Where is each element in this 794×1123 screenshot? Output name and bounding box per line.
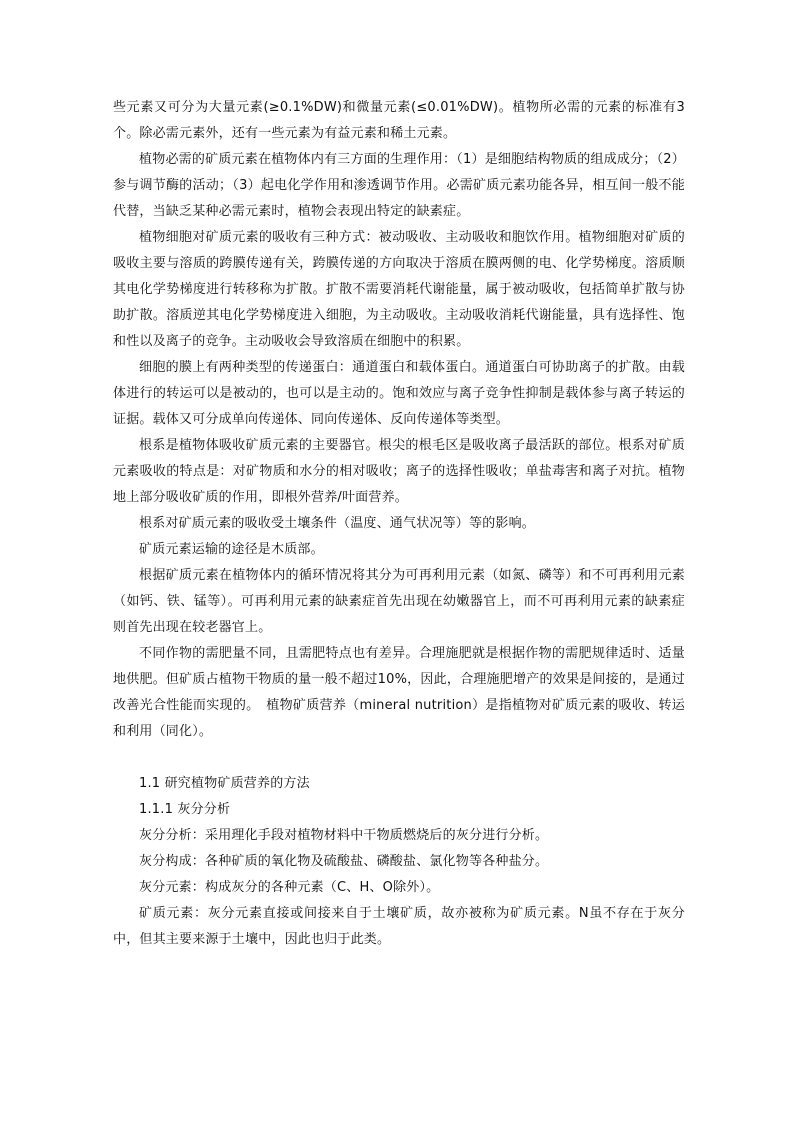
definition-mineral-elements: 矿质元素：灰分元素直接或间接来自于土壤矿质，故亦被称为矿质元素。N虽不存在于灰分中，但其主要来源于土壤中，因此也归于此类。 [113,906,685,947]
subsection-heading: 1.1.1 灰分分析 [139,802,231,817]
paragraph-fertilization: 不同作物的需肥量不同，且需肥特点也有差异。合理施肥就是根据作物的需肥规律适时、适量地供肥。但矿质占植物干物质的量一般不超过10%，因此，合理施肥增产的效果是间接的，是通过改善光合性能而实现的。 植物矿质营养（mineral nutrition）是指植物对矿质元素的吸收、转运和利用（同化）。 [113,646,685,739]
paragraph-transport-proteins: 细胞的膜上有两种类型的传递蛋白：通道蛋白和载体蛋白。通道蛋白可协助离子的扩散。由载体进行的转运可以是被动的，也可以是主动的。饱和效应与离子竞争性抑制是载体参与离子转运的证据。载体又可分成单向传递体、同向传递体、反向传递体等类型。 [113,360,685,427]
paragraph-physiological-roles: 植物必需的矿质元素在植物体内有三方面的生理作用：（1）是细胞结构物质的组成成分；（2）参与调节酶的活动；（3）起电化学作用和渗透调节作用。必需矿质元素功能各异，相互间一般不能代替，当缺乏某种必需元素时，植物会表现出特定的缺素症。 [113,152,685,219]
definition-ash-analysis: 灰分分析：采用理化手段对植物材料中干物质燃烧后的灰分进行分析。 [139,828,549,843]
paragraph-element-classes: 些元素又可分为大量元素(≥0.1%DW)和微量元素(≤0.01%DW)。植物所必需的元素的标准有3个。除必需元素外，还有一些元素为有益元素和稀土元素。 [113,100,685,141]
paragraph-root-absorption: 根系是植物体吸收矿质元素的主要器官。根尖的根毛区是吸收离子最活跃的部位。根系对矿质元素吸收的特点是：对矿物质和水分的相对吸收；离子的选择性吸收；单盐毒害和离子对抗。植物地上部分吸收矿质的作用，即根外营养/叶面营养。 [113,438,685,505]
paragraph-element-reuse: 根据矿质元素在植物体内的循环情况将其分为可再利用元素（如氮、磷等）和不可再利用元素（如钙、铁、锰等）。可再利用元素的缺素症首先出现在幼嫩器官上，而不可再利用元素的缺素症则首先出现在较老器官上。 [113,568,685,635]
paragraph-absorption-methods: 植物细胞对矿质元素的吸收有三种方式：被动吸收、主动吸收和胞饮作用。植物细胞对矿质的吸收主要与溶质的跨膜传递有关，跨膜传递的方向取决于溶质在膜两侧的电、化学势梯度。溶质顺其电化学势梯度进行转移称为扩散。扩散不需要消耗代谢能量，属于被动吸收，包括简单扩散与协助扩散。溶质逆其电化学势梯度进入细胞，为主动吸收。主动吸收消耗代谢能量，具有选择性、饱和性以及离子的竞争。主动吸收会导致溶质在细胞中的积累。 [113,230,685,349]
paragraph-soil-conditions: 根系对矿质元素的吸收受土壤条件（温度、通气状况等）等的影响。 [139,516,536,531]
section-heading: 1.1 研究植物矿质营养的方法 [139,776,310,791]
paragraph-transport-path: 矿质元素运输的途径是木质部。 [139,542,324,557]
definition-ash-elements: 灰分元素：构成灰分的各种元素（C、H、O除外）。 [139,880,440,895]
section-spacer [113,745,685,771]
document-body [113,95,685,953]
definition-ash-composition: 灰分构成：各种矿质的氧化物及硫酸盐、磷酸盐、氯化物等各种盐分。 [139,854,549,869]
